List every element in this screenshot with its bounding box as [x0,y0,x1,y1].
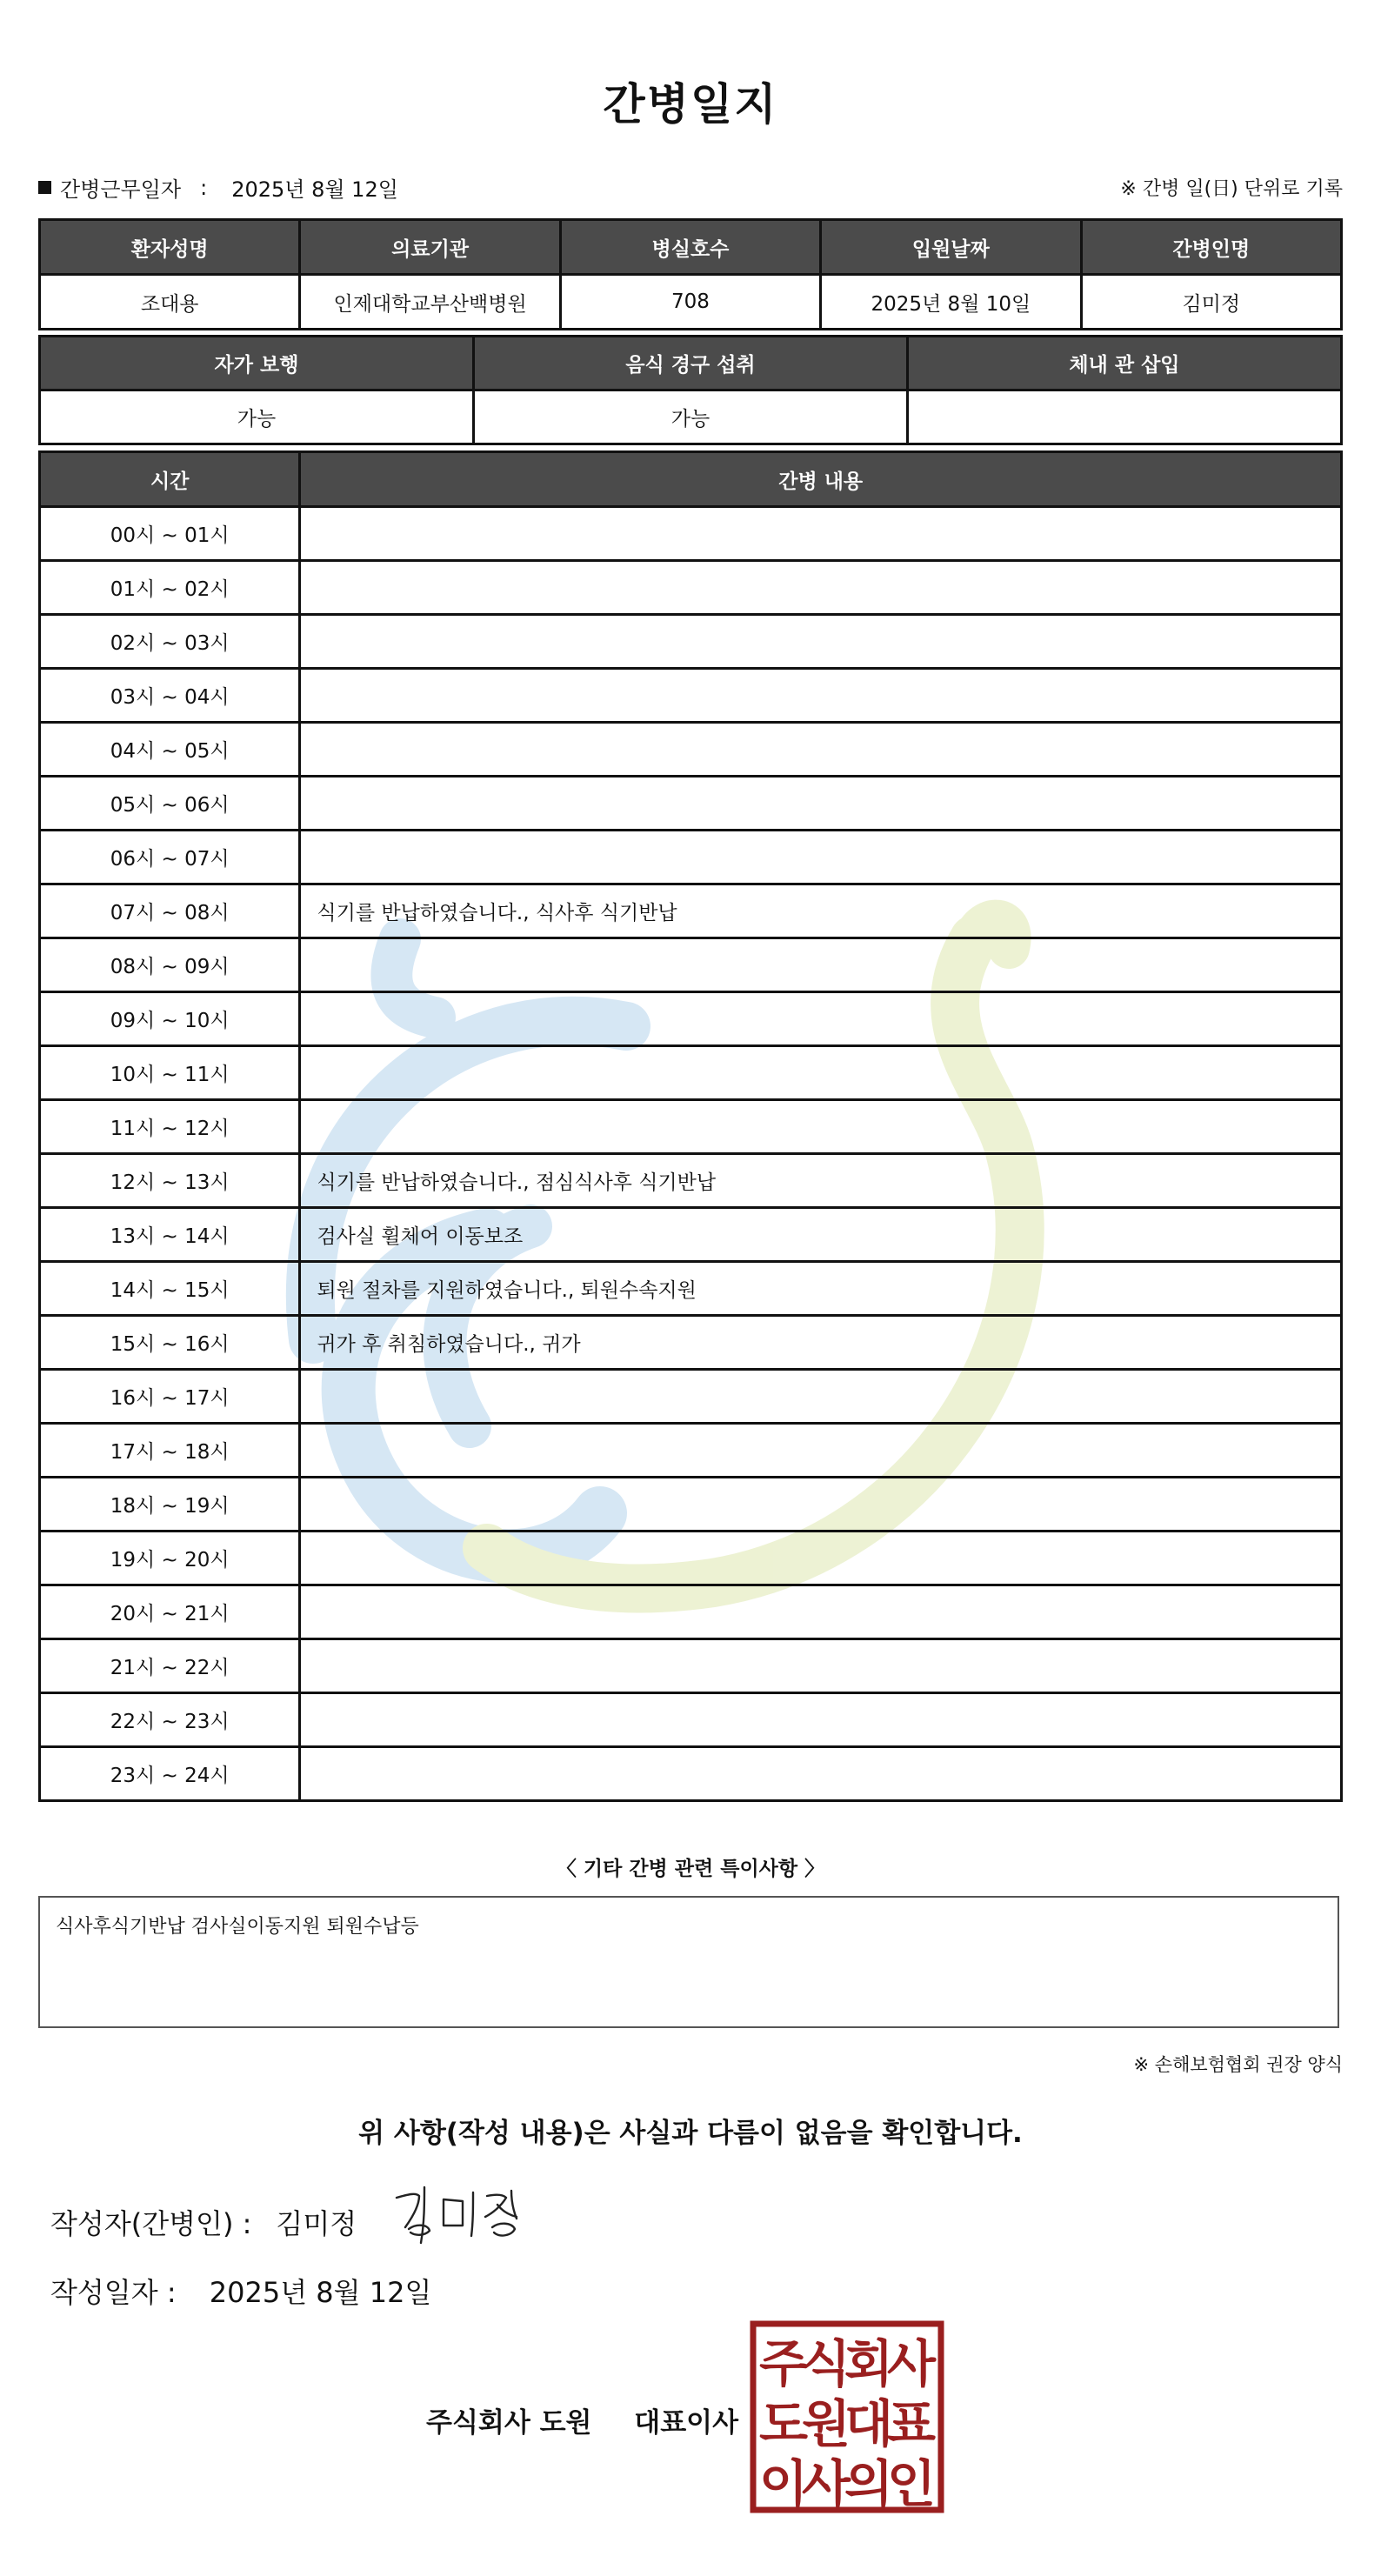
company-name: 주식회사 도원 [426,2407,592,2439]
table-row [40,1424,1342,1478]
table-row [40,615,1342,669]
time-slot: 09시 ~ 10시 [40,992,300,1046]
svg-text:회: 회 [844,2334,894,2393]
time-slot: 01시 ~ 02시 [40,561,300,615]
care-content [300,561,1342,615]
table-row [40,938,1342,992]
header-time: 시간 [40,452,300,507]
self-walking-value: 가능 [40,390,474,444]
time-slot: 04시 ~ 05시 [40,723,300,777]
time-slot: 15시 ~ 16시 [40,1316,300,1370]
header-oral-intake: 음식 경구 섭취 [473,337,907,390]
care-content [300,507,1342,561]
room-number-value: 708 [560,275,820,330]
header-admission-date: 입원날짜 [821,220,1081,275]
svg-text:식: 식 [801,2334,851,2393]
notes-box: 식사후식기반납 검사실이동지원 퇴원수납등 [38,1896,1339,2028]
table-row [40,669,1342,723]
patient-info-table [38,218,1343,330]
care-content: 식기를 반납하였습니다., 식사후 식기반납 [300,884,1342,938]
table-row [40,777,1342,831]
care-content [300,1370,1342,1424]
notes-section-title: 〈 기타 간병 관련 특이사항 〉 [556,1858,825,1880]
admission-date-value: 2025년 8월 10일 [821,275,1081,330]
time-slot: 20시 ~ 21시 [40,1585,300,1639]
svg-text:표: 표 [886,2394,937,2453]
svg-text:대: 대 [844,2394,894,2453]
svg-text:사: 사 [886,2334,937,2393]
writing-date-value: 2025년 8월 12일 [209,2276,432,2309]
time-slot: 00시 ~ 01시 [40,507,300,561]
time-slot: 11시 ~ 12시 [40,1100,300,1154]
care-content [300,1478,1342,1532]
header-self-walking: 자가 보행 [40,337,474,390]
patient-info-value-row [40,275,1342,330]
association-form-note: ※ 손해보험협회 권장 양식 [1133,2054,1343,2075]
header-caregiver-name: 간병인명 [1081,220,1341,275]
patient-name-value: 조대용 [40,275,300,330]
colon: : [200,175,208,200]
handwritten-signature [390,2179,529,2248]
care-content [300,777,1342,831]
time-slot: 19시 ~ 20시 [40,1532,300,1585]
caregiver-name-value: 김미정 [1081,275,1341,330]
care-content: 식기를 반납하였습니다., 점심식사후 식기반납 [300,1154,1342,1208]
oral-intake-value: 가능 [473,390,907,444]
svg-text:인: 인 [886,2454,937,2513]
care-content [300,1693,1342,1747]
time-slot: 06시 ~ 07시 [40,831,300,884]
care-content: 검사실 휠체어 이동보조 [300,1208,1342,1262]
company-seal-stamp [750,2320,944,2513]
table-row [40,1478,1342,1532]
care-content [300,1046,1342,1100]
care-content [300,669,1342,723]
hospital-value: 인제대학교부산백병원 [300,275,560,330]
header-tube-insertion: 체내 관 삽입 [907,337,1341,390]
daily-record-note: ※ 간병 일(日) 단위로 기록 [1120,178,1343,200]
time-slot: 02시 ~ 03시 [40,615,300,669]
table-row [40,831,1342,884]
writing-date-line [50,2271,431,2311]
tube-insertion-value [907,390,1341,444]
table-row [40,884,1342,938]
svg-text:도: 도 [758,2394,809,2453]
care-content [300,938,1342,992]
hourly-log-body [40,507,1342,1801]
patient-info-header-row [40,220,1342,275]
confirmation-statement: 위 사항(작성 내용)은 사실과 다름이 없음을 확인합니다. [358,2118,1023,2149]
table-row [40,992,1342,1046]
table-row [40,1154,1342,1208]
time-slot: 16시 ~ 17시 [40,1370,300,1424]
time-slot: 14시 ~ 15시 [40,1262,300,1316]
patient-status-value-row [40,390,1342,444]
time-slot: 05시 ~ 06시 [40,777,300,831]
time-slot: 18시 ~ 19시 [40,1478,300,1532]
page-title: 간병일지 [603,79,778,130]
work-date-value: 2025년 8월 12일 [231,177,398,202]
header-room-number: 병실호수 [560,220,820,275]
table-row [40,1208,1342,1262]
work-date-line [38,172,398,203]
hourly-log-header-row [40,452,1342,507]
care-content [300,992,1342,1046]
care-content [300,1532,1342,1585]
table-row [40,1585,1342,1639]
svg-text:사: 사 [801,2454,851,2513]
header-hospital: 의료기관 [300,220,560,275]
table-row [40,1370,1342,1424]
care-content [300,723,1342,777]
time-slot: 03시 ~ 04시 [40,669,300,723]
hourly-care-log-table [38,450,1343,1802]
svg-text:의: 의 [844,2454,894,2513]
svg-text:원: 원 [801,2394,851,2453]
table-row [40,1046,1342,1100]
table-row [40,1262,1342,1316]
table-row [40,561,1342,615]
company-line [426,2400,738,2439]
time-slot: 17시 ~ 18시 [40,1424,300,1478]
table-row [40,1532,1342,1585]
writing-date-label: 작성일자 : [50,2276,177,2309]
table-row [40,723,1342,777]
time-slot: 21시 ~ 22시 [40,1639,300,1693]
table-row [40,1747,1342,1801]
time-slot: 22시 ~ 23시 [40,1693,300,1747]
time-slot: 12시 ~ 13시 [40,1154,300,1208]
care-content [300,1639,1342,1693]
header-care-content: 간병 내용 [300,452,1342,507]
work-date-label: 간병근무일자 [60,177,182,202]
svg-text:주: 주 [758,2334,809,2393]
writer-label: 작성자(간병인) : [50,2207,252,2240]
patient-status-header-row [40,337,1342,390]
care-content [300,831,1342,884]
time-slot: 10시 ~ 11시 [40,1046,300,1100]
bullet-square-icon [38,181,51,194]
header-patient-name: 환자성명 [40,220,300,275]
time-slot: 13시 ~ 14시 [40,1208,300,1262]
care-content [300,1585,1342,1639]
care-content [300,615,1342,669]
table-row [40,1693,1342,1747]
care-content [300,1424,1342,1478]
table-row [40,507,1342,561]
patient-status-table [38,335,1343,445]
table-row [40,1316,1342,1370]
writer-line [50,2202,357,2242]
time-slot: 23시 ~ 24시 [40,1747,300,1801]
writer-name: 김미정 [276,2207,357,2240]
time-slot: 07시 ~ 08시 [40,884,300,938]
table-row [40,1639,1342,1693]
time-slot: 08시 ~ 09시 [40,938,300,992]
care-content [300,1747,1342,1801]
care-content [300,1100,1342,1154]
care-content: 귀가 후 취침하였습니다., 귀가 [300,1316,1342,1370]
ceo-title: 대표이사 [634,2407,739,2439]
care-content: 퇴원 절차를 지원하였습니다., 퇴원수속지원 [300,1262,1342,1316]
table-row [40,1100,1342,1154]
svg-text:이: 이 [758,2454,809,2513]
